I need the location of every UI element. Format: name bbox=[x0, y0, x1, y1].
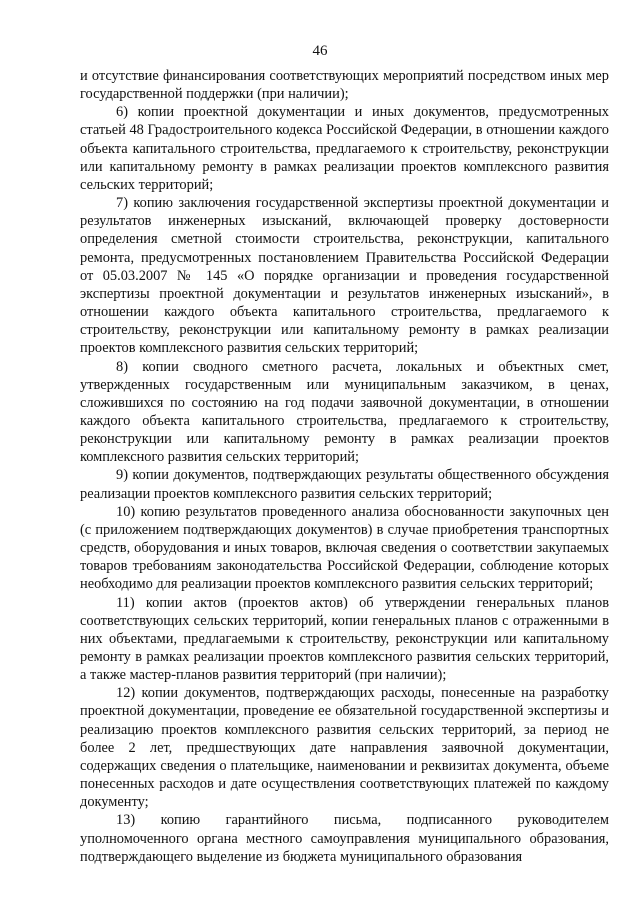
paragraph-item-7: 7) копию заключения государственной экспертизы проектной документации и результатов инженерных изысканий, включающей проверку достоверности определения сметной стоимости строительства, реконструкции, капитального ремонта, предусмотренных постановлением Правительства Российской Федерации от 05.03.2007 № 145 «О порядке организации и проведения государственной экспертизы проектной документации и результатов инженерных изысканий», в отношении каждого объекта капитального строительства, предлагаемого к строительству, реконструкции или капитальному ремонту в рамках реализации проектов комплексного развития сельских территорий; bbox=[80, 195, 609, 357]
paragraph-item-10: 10) копию результатов проведенного анализа обоснованности закупочных цен (с приложением подтверждающих документов) в случае приобретения транспортных средств, оборудования и иных товаров, включая сведения о соответствии закупаемых товаров требованиям законодательства Российской Федерации, соблюдение которых необходимо для реализации проектов комплексного развития сельских территорий; bbox=[80, 503, 609, 593]
paragraph-item-8: 8) копии сводного сметного расчета, локальных и объектных смет, утвержденных государственным или муниципальным заказчиком, в ценах, сложившихся по состоянию на год подачи заявочной документации, в отношении каждого объекта капитального строительства, предлагаемого к строительству, реконструкции или капитальному ремонту в рамках реализации проектов комплексного развития сельских территорий; bbox=[80, 358, 609, 466]
document-body bbox=[80, 67, 609, 866]
paragraph-continuation: и отсутствие финансирования соответствующих мероприятий посредством иных мер государственной поддержки (при наличии); bbox=[80, 68, 609, 103]
paragraph-item-6: 6) копии проектной документации и иных документов, предусмотренных статьей 48 Градостроительного кодекса Российской Федерации, в отношении каждого объекта капитального строительства, предлагаемого к строительству, реконструкции или капитальному ремонту в рамках реализации проектов комплексного развития сельских территорий; bbox=[80, 104, 609, 193]
paragraph-item-13: 13) копию гарантийного письма, подписанного руководителем уполномоченного органа местного самоуправления муниципального образования, подтверждающего выделение из бюджета муниципального образования bbox=[80, 812, 609, 865]
paragraph-item-11: 11) копии актов (проектов актов) об утверждении генеральных планов соответствующих сельских территорий, копии генеральных планов с отраженными в них объектами, предлагаемыми к строительству, реконструкции или капитальному ремонту в рамках реализации проектов комплексного развития сельских территорий, а также мастер-планов развития территорий (при наличии); bbox=[80, 594, 609, 684]
paragraph-item-12: 12) копии документов, подтверждающих расходы, понесенные на разработку проектной документации, проведение ее обязательной государственной экспертизы и реализацию проектов комплексного развития сельских территорий, за период не более 2 лет, предшествующих дате направления заявочной документации, содержащих сведения о плательщике, наименовании и реквизитах документа, объеме понесенных расходов и дате осуществления соответствующих платежей по каждому документу; bbox=[80, 685, 609, 811]
paragraph-item-9: 9) копии документов, подтверждающих результаты общественного обсуждения реализации проектов комплексного развития сельских территорий; bbox=[80, 467, 609, 502]
page-number: 46 bbox=[312, 43, 328, 59]
